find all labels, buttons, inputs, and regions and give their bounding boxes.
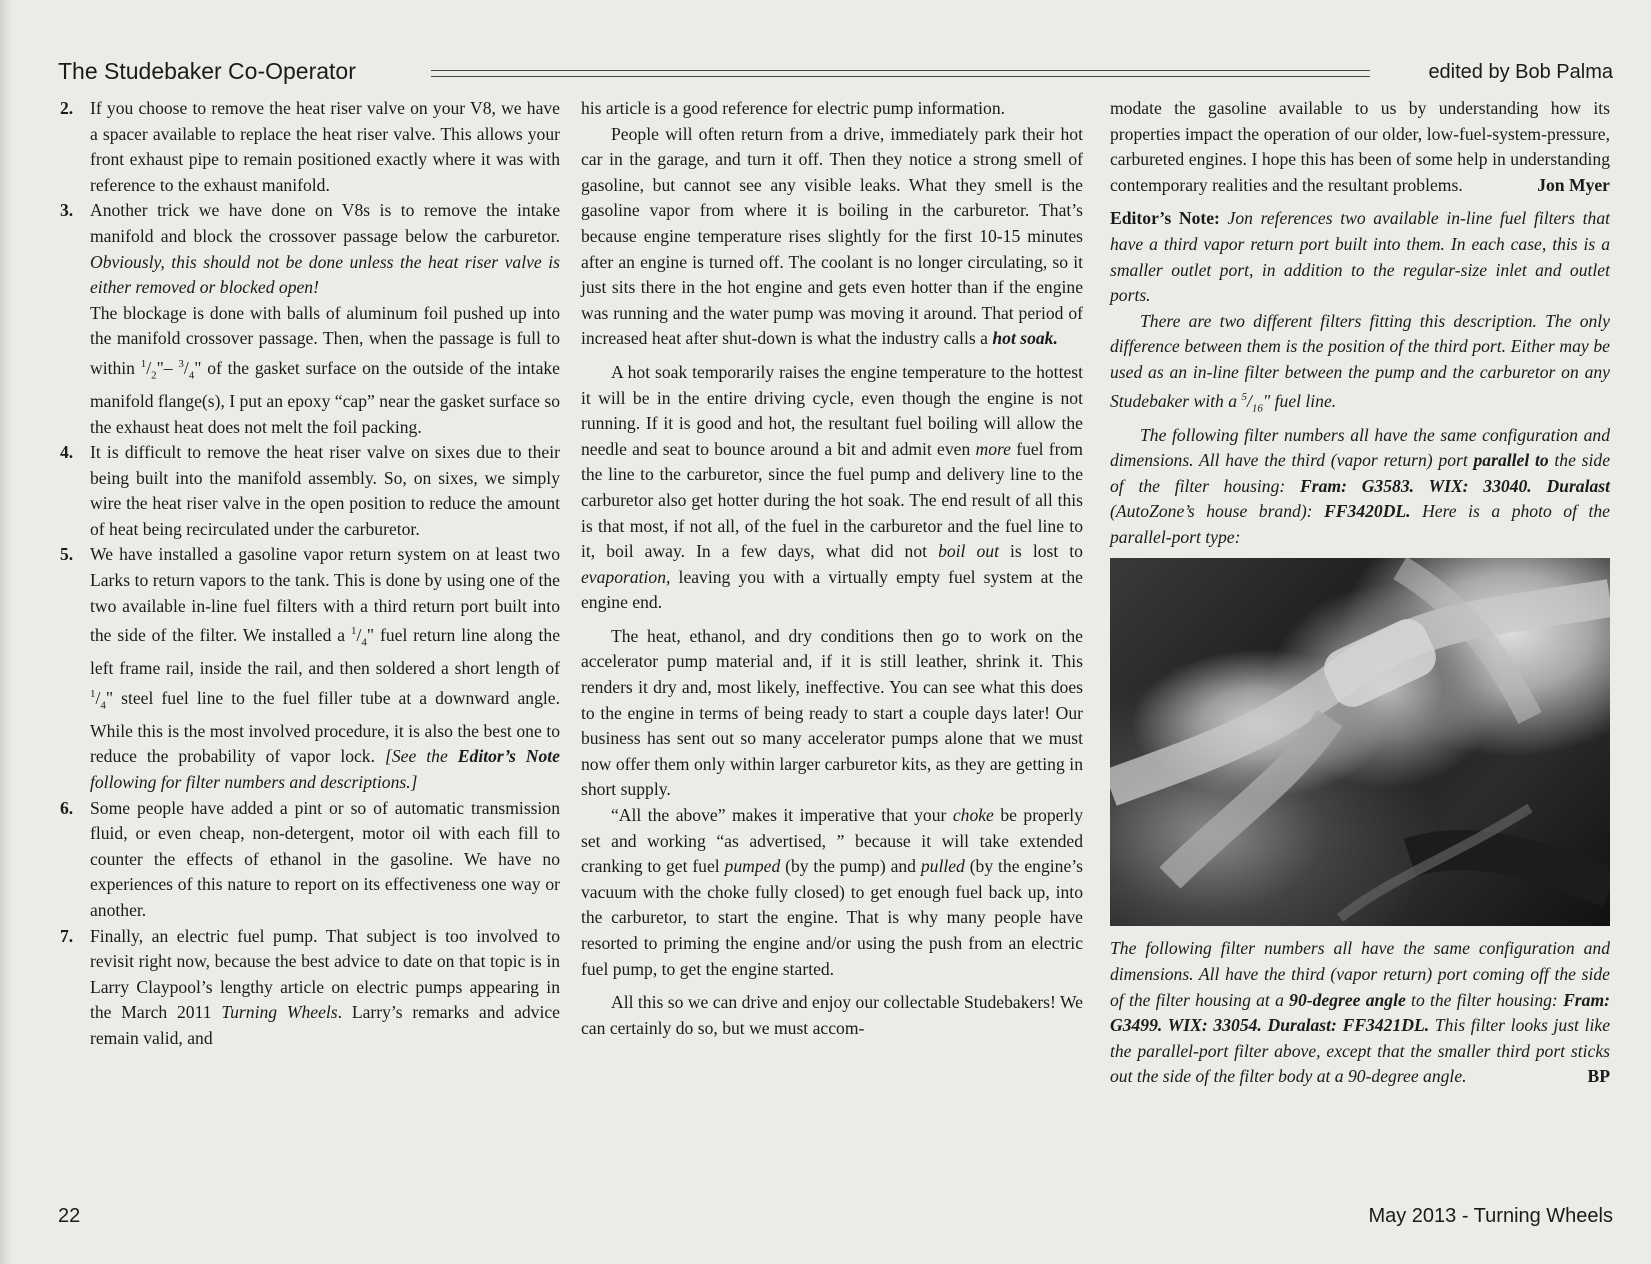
list-item-7 [60, 924, 560, 1052]
part-numbers: FF3420DL. [1324, 501, 1411, 522]
paragraph-text: The following filter numbers all have the same configuration and dimensions. All have the third (vapor return) port [1110, 424, 1610, 471]
emphasis-bold: 90-degree angle [1289, 989, 1406, 1010]
list-text: " steel fuel line to the fuel filler tube at a downward angle. While this is the most involved procedure, it is also the best one to reduce the probability of vapor lock. [90, 687, 560, 767]
page-header [58, 58, 1613, 90]
list-text: Finally, an electric fuel pump. That subject is too involved to revisit right now, because the best advice to date on that topic is in Larry Claypool’s lengthy article on electric pumps appearing in the March 2011 [90, 925, 560, 1023]
list-text: It is difficult to remove the heat riser valve on sixes due to their being built into the manifold assembly. So, on sixes, we simply wire the heat riser valve in the open position to reduce the amount of heat being recirculated under the carburetor. [90, 442, 560, 539]
list-number: 2. [60, 98, 74, 118]
part-numbers: Fram: G3583. WIX: 33040. Duralast [1300, 475, 1611, 496]
fraction-num: 1 [351, 625, 357, 638]
term-hot-soak: hot soak. [992, 328, 1058, 349]
editors-note-label: Editor’s Note: [1110, 208, 1220, 229]
column-title: The Studebaker Co-Operator [58, 58, 356, 84]
editors-note-text: Jon references two available in-line fuel filters that have a third vapor return port built into them. In each case, this is a smaller outlet port, in addition to the regular-size inlet and outlet ports. [1110, 208, 1611, 306]
list-number: 4. [60, 442, 74, 463]
page-edge-shadow [0, 0, 12, 1264]
fraction-num: 3 [178, 357, 184, 370]
paragraph: All this so we can drive and enjoy our collectable Studebakers! We can certainly do so, but we must accom- [581, 992, 1083, 1038]
paragraph-text: fuel from the line to the carburetor, since the fuel pump and delivery line to the carburetor also get hotter during the hot soak. The end result of all this is that most, if not all, of the fuel in the carburetor and the fuel line to it, boil away. In a few days, what did not [581, 438, 1083, 562]
paragraph-text: Here is a photo of the parallel-port type: [1110, 501, 1610, 547]
list-number: 5. [60, 544, 74, 565]
emphasis: evaporation, [581, 566, 671, 587]
paragraph-text: the side of the filter housing: [1110, 450, 1610, 496]
fraction-sep: "– [156, 357, 179, 378]
photo-caption [1110, 936, 1610, 1090]
fraction-num: 5 [1241, 391, 1247, 404]
paragraph-text: " of the gasket surface on the outside of the intake manifold flange(s), I put an epoxy “cap” near the gasket surface so the exhaust heat does not melt the foil packing. [90, 357, 560, 437]
publication-name: Turning Wheels [221, 1002, 338, 1023]
list-number: 3. [60, 200, 74, 221]
author-signature: Jon Myer [1537, 174, 1610, 195]
paragraph [581, 122, 1083, 352]
column-3 [1110, 96, 1610, 1090]
list-text: Some people have added a pint or so of automatic transmission fluid, or even cheap, non-detergent, motor oil with each fill to counter the effects of ethanol in the gasoline. We have no experiences of this nature to report on its effectiveness one way or another. [90, 797, 560, 920]
fuel-filter-photo [1110, 558, 1610, 926]
fraction-den: 4 [100, 699, 106, 712]
paragraph-text: (by the engine’s vacuum with the choke fully closed) to get enough fuel back up, into the carburetor, to start the engine. That is why many people have resorted to priming the engine and/or using the push from an electric fuel pump, to get the engine started. [581, 856, 1083, 979]
emphasis: pumped [724, 856, 781, 877]
emphasis: more [975, 438, 1011, 459]
fraction-den: 2 [151, 369, 157, 382]
caption-signature: BP [1587, 1066, 1610, 1087]
paragraph-text: A hot soak temporarily raises the engine temperature to the hottest it will be in the entire driving cycle, even though the engine is not running. If it is good and hot, the resultant fuel boiling will allow the needle and seat to bounce around a bit and admit even [581, 361, 1083, 459]
fraction-den: 4 [361, 636, 367, 649]
editor-credit: edited by Bob Palma [1428, 61, 1613, 83]
note-bold: Editor’s Note [457, 746, 560, 767]
photo-illustration [1110, 558, 1610, 926]
list-number: 7. [60, 925, 74, 946]
caption-text: The following filter numbers all have the same configuration and dimensions. All have the third (vapor return) port coming off the side of the filter housing at a [1110, 938, 1610, 1010]
fraction-den: 4 [188, 369, 195, 382]
fraction-num: 1 [90, 687, 96, 700]
list-text: Another trick we have done on V8s is to remove the intake manifold and block the crossover passage below the carburetor. [90, 200, 560, 246]
paragraph-text: (by the pump) and [780, 856, 921, 877]
issue-info: May 2013 - Turning Wheels [1368, 1205, 1613, 1227]
list-item-4 [60, 440, 560, 542]
list-text: If you choose to remove the heat riser valve on your V8, we have a spacer available to replace the heat riser valve. This allows your front exhaust pipe to remain positioned exactly where it was with reference to the exhaust manifold. [90, 98, 560, 195]
paragraph-text: “All the above” makes it imperative that your [611, 805, 953, 826]
list-item-5: 5. We have installed a gasoline vapor return system on at least two Larks to return vapors to the tank. This is done by using one of the two available in-line fuel filters with a third return port built into the side of the filter. We installed a $^1/_4$" fuel return line along the left frame rail, inside the rail, and then soldered a short length of $^1/_4$" steel fuel line to the fuel filler tube at a downward angle. While this is the most involved procedure, it is also the best one to reduce the probability of vapor lock. [See the Editor’s Note following for filter numbers and descriptions.] [60, 544, 560, 792]
list-text: . Larry’s remarks and advice remain valid, and [90, 1002, 560, 1048]
caption-text: to the filter housing: [1405, 989, 1564, 1010]
paragraph-text: There are two different filters fitting this description. The only difference between them is the position of the third port. Either may be used as an in-line filter between the pump and the carburetor on any Studebaker with a [1110, 310, 1610, 412]
emphasis-bold: parallel to [1473, 450, 1549, 471]
warning-text: Obviously, this should not be done unless the heat riser valve is either removed or blocked open! [90, 251, 560, 298]
paragraph-text: The blockage is done with balls of aluminum foil pushed up into the manifold crossover passage. Then, when the passage is full to within [90, 302, 560, 378]
caption-text: This filter looks just like the parallel-port filter above, except that the smaller third port sticks out the side of the filter body at a 90-degree angle. [1110, 1015, 1611, 1087]
paragraph-text: be properly set and working “as advertised, ” because it will take extended cranking to get fuel [581, 805, 1083, 877]
paragraph [581, 803, 1083, 982]
paragraph [581, 360, 1083, 616]
paragraph-text: leaving you with a virtually empty fuel system at the engine end. [581, 566, 1083, 613]
emphasis: pulled [920, 856, 965, 877]
paragraph [1110, 96, 1610, 198]
list-item-3 [60, 198, 560, 300]
part-numbers: Fram: G3499. WIX: 33054. Duralast: FF3421DL. [1110, 989, 1610, 1036]
paragraph: There are two different filters fitting this description. The only difference between them is the position of the third port. Either may be used as an in-line filter between the pump and the carburetor on any Studebaker with a $^5/_{16}$" fuel line. [1110, 310, 1610, 415]
list-text: We have installed a gasoline vapor return system on at least two Larks to return vapors to the tank. This is done by using one of the two available in-line fuel filters with a third return port built into the side of the filter. We installed a [90, 544, 560, 646]
editors-note [1110, 206, 1610, 308]
paragraph-text: " fuel line. [1262, 391, 1337, 412]
header-rule [431, 70, 1370, 77]
note-text: following for filter numbers and descriptions.] [90, 771, 418, 792]
list-text: " fuel return line along the left frame rail, inside the rail, and then soldered a short length of [90, 625, 560, 679]
paragraph-text: (AutoZone’s house brand): [1110, 501, 1325, 522]
paragraph-text: People will often return from a drive, immediately park their hot car in the garage, and turn it off. Then they notice a strong smell of gasoline, but cannot see any visible leaks. What they smell is the gasoline vapor from where it is boiling in the carburetor. That’s because engine temperature rises slightly for the first 10-15 minutes after an engine is turned off. The coolant is no longer circulating, so it just sits there in the hot engine and gets even hotter than if the engine was running and the water pump was moving it around. That period of increased heat after shut-down is what the industry calls a [581, 123, 1083, 349]
emphasis: choke [952, 805, 994, 826]
emphasis: boil out [938, 541, 999, 562]
page-number: 22 [58, 1205, 81, 1227]
list-item-6 [60, 796, 560, 924]
paragraph [1110, 423, 1610, 551]
list-item-2 [60, 96, 560, 198]
list-item-3-continued: The blockage is done with balls of aluminum foil pushed up into the manifold crossover passage. Then, when the passage is full to within $^1/_2"-$ $^3/_4$" of the gasket surface on the outside of the intake manifold flange(s), I put an epoxy “cap” near the gasket surface so the exhaust heat does not melt the foil packing. [90, 302, 560, 437]
column-1 [60, 96, 560, 1052]
paragraph-text: modate the gasoline available to us by understanding how its properties impact the operation of our older, low-fuel-system-pressure, carbureted engines. I hope this has been of some help in understanding contemporary realities and the resultant problems. [1110, 98, 1610, 195]
fraction-num: 1 [140, 357, 147, 370]
paragraph-text: is lost to [998, 541, 1083, 562]
list-number: 6. [60, 797, 74, 818]
column-2 [581, 96, 1083, 1041]
fraction-den: 16 [1251, 402, 1263, 415]
note-text: [See the [385, 746, 458, 767]
paragraph: The heat, ethanol, and dry conditions then go to work on the accelerator pump material and, if it is still leather, shrink it. This renders it dry and, most likely, ineffective. You can see what this does to the engine in terms of being ready to start a couple days later! Our business has sent out so many accelerator pumps alone that we must now offer them only within larger carburetor kits, as they are getting in short supply. [581, 625, 1083, 800]
paragraph: his article is a good reference for electric pump information. [581, 98, 1006, 118]
